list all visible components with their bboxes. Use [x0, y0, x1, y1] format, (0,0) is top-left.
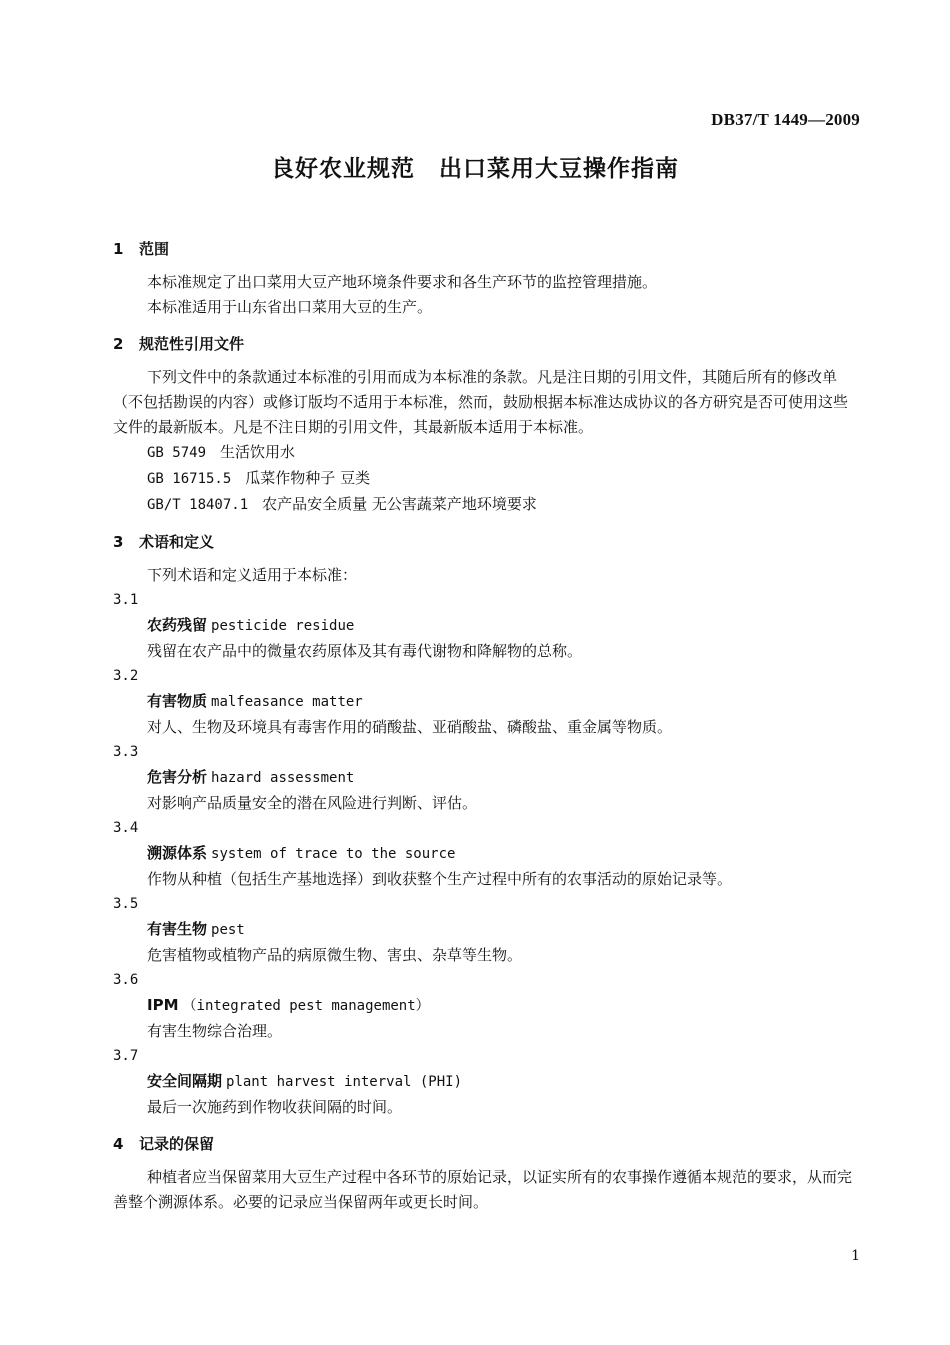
term-name: 农药残留 pesticide residue	[147, 616, 355, 634]
term-name: 有害生物 pest	[147, 920, 245, 938]
page-number: 1	[851, 1248, 860, 1264]
term-definition: 作物从种植（包括生产基地选择）到收获整个生产过程中所有的农事活动的原始记录等。	[147, 870, 733, 888]
term-name: 安全间隔期 plant harvest interval (PHI)	[147, 1072, 463, 1090]
section-2-heading: 2 规范性引用文件	[113, 335, 245, 353]
reference-item: GB 5749 生活饮用水	[147, 443, 296, 461]
term-number: 3.7	[113, 1048, 139, 1064]
term-number: 3.6	[113, 972, 139, 988]
section-3-heading: 3 术语和定义	[113, 533, 215, 551]
section-1-paragraph-2: 本标准适用于山东省出口菜用大豆的生产。	[147, 298, 433, 316]
term-number: 3.4	[113, 820, 139, 836]
section-4-paragraph: 种植者应当保留菜用大豆生产过程中各环节的原始记录，以证实所有的农事操作遵循本规范的要求，从而完善整个溯源体系。必要的记录应当保留两年或更长时间。	[113, 1168, 853, 1211]
term-number: 3.3	[113, 744, 139, 760]
standard-code: DB37/T 1449—2009	[711, 110, 860, 129]
section-4-heading: 4 记录的保留	[113, 1135, 215, 1153]
section-2-intro: 下列文件中的条款通过本标准的引用而成为本标准的条款。凡是注日期的引用文件，其随后所有的修改单（不包括勘误的内容）或修订版均不适用于本标准，然而，鼓励根据本标准达成协议的各方研究是否可使用这些文件的最新版本。凡是不注日期的引用文件，其最新版本适用于本标准。	[113, 368, 849, 436]
term-definition: 残留在农产品中的微量农药原体及其有毒代谢物和降解物的总称。	[147, 642, 583, 660]
document-body	[113, 237, 858, 1215]
term-definition: 危害植物或植物产品的病原微生物、害虫、杂草等生物。	[147, 946, 523, 964]
term-name: 危害分析 hazard assessment	[147, 768, 355, 786]
section-3-intro: 下列术语和定义适用于本标准：	[147, 566, 358, 584]
term-number: 3.5	[113, 896, 139, 912]
term-name: IPM （integrated pest management）	[147, 996, 430, 1014]
reference-item: GB/T 18407.1 农产品安全质量 无公害蔬菜产地环境要求	[147, 495, 537, 513]
term-number: 3.2	[113, 668, 139, 684]
term-definition: 最后一次施药到作物收获间隔的时间。	[147, 1098, 403, 1116]
term-definition: 有害生物综合治理。	[147, 1022, 283, 1040]
term-name: 溯源体系 system of trace to the source	[147, 844, 456, 862]
term-definition: 对人、生物及环境具有毒害作用的硝酸盐、亚硝酸盐、磷酸盐、重金属等物质。	[147, 718, 673, 736]
term-name: 有害物质 malfeasance matter	[147, 692, 363, 710]
term-number: 3.1	[113, 592, 139, 608]
document-title: 良好农业规范 出口菜用大豆操作指南	[271, 156, 679, 182]
term-definition: 对影响产品质量安全的潜在风险进行判断、评估。	[147, 794, 478, 812]
section-1-heading: 1 范围	[113, 240, 170, 258]
reference-item: GB 16715.5 瓜菜作物种子 豆类	[147, 469, 371, 487]
section-1-paragraph-1: 本标准规定了出口菜用大豆产地环境条件要求和各生产环节的监控管理措施。	[147, 273, 658, 291]
